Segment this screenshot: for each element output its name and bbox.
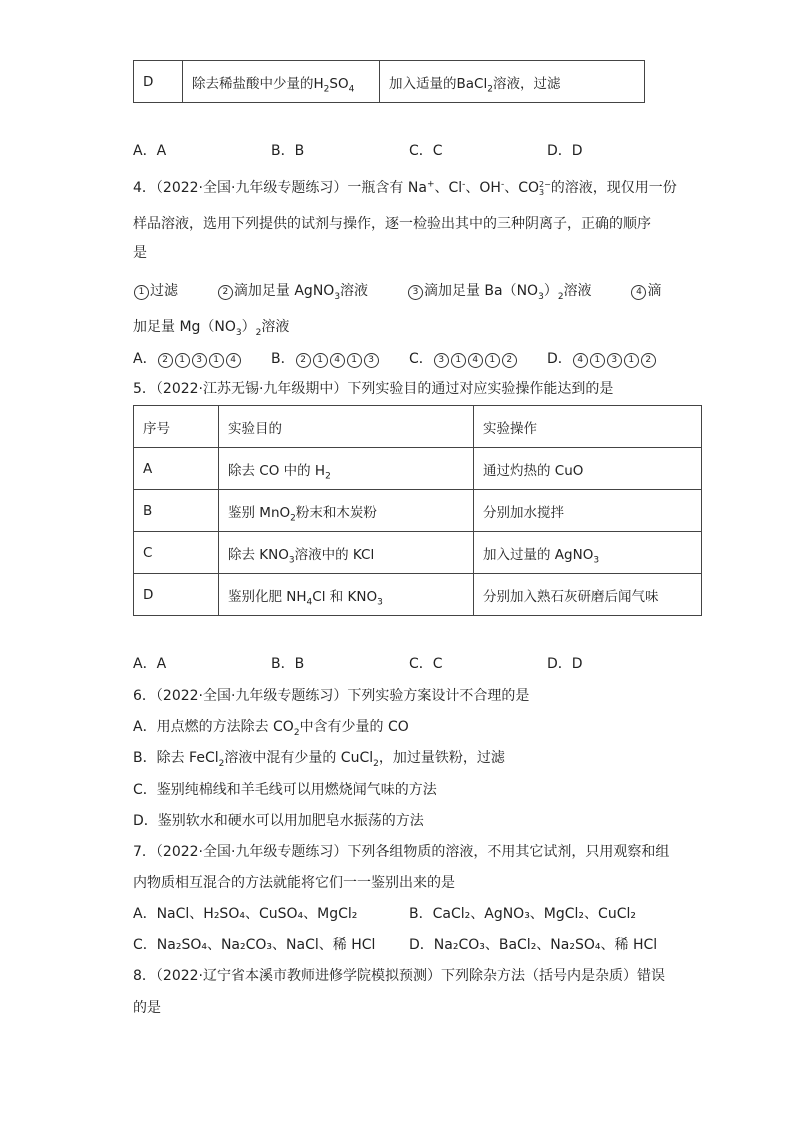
op4: 滴 bbox=[647, 283, 662, 299]
operation-text: 加入适量的BaCl bbox=[389, 75, 488, 92]
table-row bbox=[134, 574, 702, 616]
goal-sub: 4 bbox=[306, 597, 313, 608]
circle-icon: 1 bbox=[624, 353, 639, 368]
op4-sub: 3 bbox=[235, 327, 242, 338]
q6-option-c[interactable]: C．鉴别纯棉线和羊毛线可以用燃烧闻气味的方法 bbox=[133, 782, 437, 798]
q4-operations-line2 bbox=[133, 317, 289, 337]
op3-post: 溶液 bbox=[563, 283, 592, 299]
q8-stem-line1: 8．（2022·辽宁省本溪市教师进修学院模拟预测）下列除杂方法（括号内是杂质）错误 bbox=[133, 968, 665, 984]
q4-text-post: 的溶液，现仅用一份 bbox=[550, 180, 677, 196]
q4-option-a[interactable] bbox=[133, 349, 242, 369]
q4-option-b[interactable] bbox=[271, 349, 380, 369]
goal-sub: 2 bbox=[290, 513, 296, 524]
circle-icon: 1 bbox=[485, 353, 500, 368]
purpose-text-2: SO bbox=[329, 75, 349, 92]
row-goal bbox=[219, 490, 474, 532]
goal-text: 鉴别 MnO bbox=[228, 504, 291, 521]
row-goal bbox=[219, 448, 474, 490]
circle-2-icon: 2 bbox=[218, 285, 233, 300]
op4-sub2: 2 bbox=[255, 327, 262, 338]
operation-sub: 2 bbox=[487, 84, 493, 95]
circle-icon: 2 bbox=[158, 353, 173, 368]
op3: 滴加足量 Ba（NO bbox=[423, 283, 539, 299]
q4-option-letter: A． bbox=[133, 351, 157, 367]
table-row bbox=[134, 448, 702, 490]
goal-text: 除去 CO 中的 H bbox=[228, 462, 326, 479]
circle-icon: 1 bbox=[209, 353, 224, 368]
circle-icon: 4 bbox=[468, 353, 483, 368]
circle-3-icon: 3 bbox=[408, 285, 423, 300]
q6-option-a[interactable] bbox=[133, 717, 409, 737]
goal-text-post: 粉末和木炭粉 bbox=[295, 504, 377, 521]
row-id: A bbox=[134, 448, 219, 490]
q6-stem: 6．（2022·全国·九年级专题练习）下列实验方案设计不合理的是 bbox=[133, 688, 530, 704]
q3-option-d[interactable]: D．D bbox=[547, 143, 583, 159]
circle-icon: 4 bbox=[330, 353, 345, 368]
row-purpose bbox=[183, 61, 380, 103]
q4-sup-oh: - bbox=[500, 179, 505, 190]
op4-post: 溶液 bbox=[261, 319, 290, 335]
top-table bbox=[133, 60, 645, 103]
q4-co: 、CO bbox=[504, 180, 539, 196]
circle-4-icon: 4 bbox=[631, 285, 646, 300]
q6-b-post: ，加过量铁粉，过滤 bbox=[378, 750, 505, 766]
circle-icon: 3 bbox=[192, 353, 207, 368]
operation-text-2: 溶液，过滤 bbox=[492, 75, 561, 92]
circle-icon: 2 bbox=[641, 353, 656, 368]
row-op: 通过灼热的 CuO bbox=[474, 448, 702, 490]
q7-option-c[interactable]: C．Na₂SO₄、Na₂CO₃、NaCl、稀 HCl bbox=[133, 937, 376, 953]
row-operation bbox=[380, 61, 645, 103]
goal-sub: 2 bbox=[325, 471, 331, 482]
purpose-sub: 2 bbox=[323, 84, 330, 95]
table-row bbox=[134, 490, 702, 532]
row-id: D bbox=[134, 574, 219, 616]
q6-option-d[interactable]: D．鉴别软水和硬水可以用加肥皂水振荡的方法 bbox=[133, 813, 424, 829]
row-id: B bbox=[134, 490, 219, 532]
purpose-sub-2: 4 bbox=[348, 84, 355, 95]
goal-text-post: 溶液中的 KCl bbox=[294, 546, 375, 563]
op-sub: 3 bbox=[593, 555, 600, 566]
q7-option-d[interactable]: D．Na₂CO₃、BaCl₂、Na₂SO₄、稀 HCl bbox=[409, 937, 658, 953]
circle-icon: 3 bbox=[434, 353, 449, 368]
goal-text-post: Cl 和 KNO bbox=[312, 588, 378, 605]
q6-a-text: A．用点燃的方法除去 CO bbox=[133, 719, 294, 735]
op2-sub: 3 bbox=[334, 291, 341, 302]
q3-option-b[interactable]: B．B bbox=[271, 143, 305, 159]
q4-sup-na: + bbox=[426, 179, 435, 190]
q3-option-c[interactable]: C．C bbox=[409, 143, 443, 159]
q4-option-letter: D． bbox=[547, 351, 572, 367]
circle-icon: 4 bbox=[226, 353, 241, 368]
op4-mid: ） bbox=[241, 319, 256, 335]
q4-text: 4．（2022·全国·九年级专题练习）一瓶含有 Na bbox=[133, 180, 427, 196]
header-id: 序号 bbox=[134, 406, 219, 448]
q8-stem-line2: 的是 bbox=[133, 1000, 161, 1016]
q6-b-sub2: 2 bbox=[373, 758, 379, 769]
q4-option-d[interactable] bbox=[547, 349, 657, 369]
q4-sup-cl: - bbox=[462, 179, 466, 190]
q7-stem-line2: 内物质相互混合的方法就能将它们一一鉴别出来的是 bbox=[133, 875, 455, 891]
q4-option-c[interactable] bbox=[409, 349, 518, 369]
q6-b-text: B．除去 FeCl bbox=[133, 750, 219, 766]
table-row bbox=[134, 61, 645, 103]
circle-icon: 3 bbox=[364, 353, 379, 368]
q7-stem-line1: 7．（2022·全国·九年级专题练习）下列各组物质的溶液，不用其它试剂，只用观察和组 bbox=[133, 844, 670, 860]
q6-option-b[interactable] bbox=[133, 748, 505, 768]
goal-text: 鉴别化肥 NH bbox=[228, 588, 307, 605]
q5-option-b[interactable]: B．B bbox=[271, 656, 305, 672]
q7-option-a[interactable]: A．NaCl、H₂SO₄、CuSO₄、MgCl₂ bbox=[133, 906, 358, 922]
op3-mid: ） bbox=[543, 283, 558, 299]
op2-post: 溶液 bbox=[340, 283, 369, 299]
q6-b-sub: 2 bbox=[218, 758, 225, 769]
q6-b-mid: 溶液中混有少量的 CuCl bbox=[224, 750, 374, 766]
circle-icon: 3 bbox=[607, 353, 622, 368]
op2: 滴加足量 AgNO bbox=[233, 283, 335, 299]
q4-option-letter: C． bbox=[409, 351, 433, 367]
op4-line2: 加足量 Mg（NO bbox=[133, 319, 236, 335]
q5-table bbox=[133, 405, 702, 616]
header-op: 实验操作 bbox=[474, 406, 702, 448]
goal-sub: 3 bbox=[288, 555, 295, 566]
table-row bbox=[134, 532, 702, 574]
q4-stem-line2: 样品溶液，选用下列提供的试剂与操作，逐一检验出其中的三种阴离子，正确的顺序 bbox=[133, 216, 651, 232]
circle-icon: 1 bbox=[347, 353, 362, 368]
header-goal: 实验目的 bbox=[219, 406, 474, 448]
q3-option-a[interactable]: A．A bbox=[133, 143, 167, 159]
q4-sup-co: 2− bbox=[539, 180, 551, 189]
q5-option-c[interactable]: C．C bbox=[409, 656, 443, 672]
row-op bbox=[474, 532, 702, 574]
circle-icon: 1 bbox=[313, 353, 328, 368]
q4-oh: 、OH bbox=[465, 180, 501, 196]
row-id: C bbox=[134, 532, 219, 574]
op1: 过滤 bbox=[150, 283, 178, 299]
q6-a-post: 中含有少量的 CO bbox=[299, 719, 409, 735]
circle-icon: 2 bbox=[502, 353, 517, 368]
purpose-text: 除去稀盐酸中少量的H bbox=[192, 75, 324, 92]
q5-stem: 5．（2022·江苏无锡·九年级期中）下列实验目的通过对应实验操作能达到的是 bbox=[133, 381, 614, 397]
q5-option-a[interactable]: A．A bbox=[133, 656, 167, 672]
row-goal bbox=[219, 574, 474, 616]
op-text: 加入过量的 AgNO bbox=[483, 546, 594, 563]
circle-icon: 1 bbox=[451, 353, 466, 368]
goal-text: 除去 KNO bbox=[228, 546, 289, 563]
q4-sub-co: 3 bbox=[539, 188, 545, 197]
op3-sub2: 2 bbox=[557, 291, 564, 302]
goal-sub-2: 3 bbox=[377, 597, 383, 608]
q4-stem-line3: 是 bbox=[133, 245, 147, 261]
q6-a-sub: 2 bbox=[293, 727, 300, 738]
q4-stem-line1 bbox=[133, 178, 677, 198]
row-label: D bbox=[134, 61, 183, 103]
op3-sub: 3 bbox=[538, 291, 544, 302]
q4-operations-line1 bbox=[133, 281, 661, 301]
q5-option-d[interactable]: D．D bbox=[547, 656, 583, 672]
circle-icon: 4 bbox=[573, 353, 588, 368]
row-goal bbox=[219, 532, 474, 574]
q4-option-letter: B． bbox=[271, 351, 295, 367]
circle-1-icon: 1 bbox=[134, 285, 149, 300]
table-header-row bbox=[134, 406, 702, 448]
row-op: 分别加入熟石灰研磨后闻气味 bbox=[474, 574, 702, 616]
q7-option-b[interactable]: B．CaCl₂、AgNO₃、MgCl₂、CuCl₂ bbox=[409, 906, 636, 922]
q4-cl: 、Cl bbox=[434, 180, 463, 196]
circle-icon: 1 bbox=[590, 353, 605, 368]
row-op: 分别加水搅拌 bbox=[474, 490, 702, 532]
circle-icon: 2 bbox=[296, 353, 311, 368]
circle-icon: 1 bbox=[175, 353, 190, 368]
